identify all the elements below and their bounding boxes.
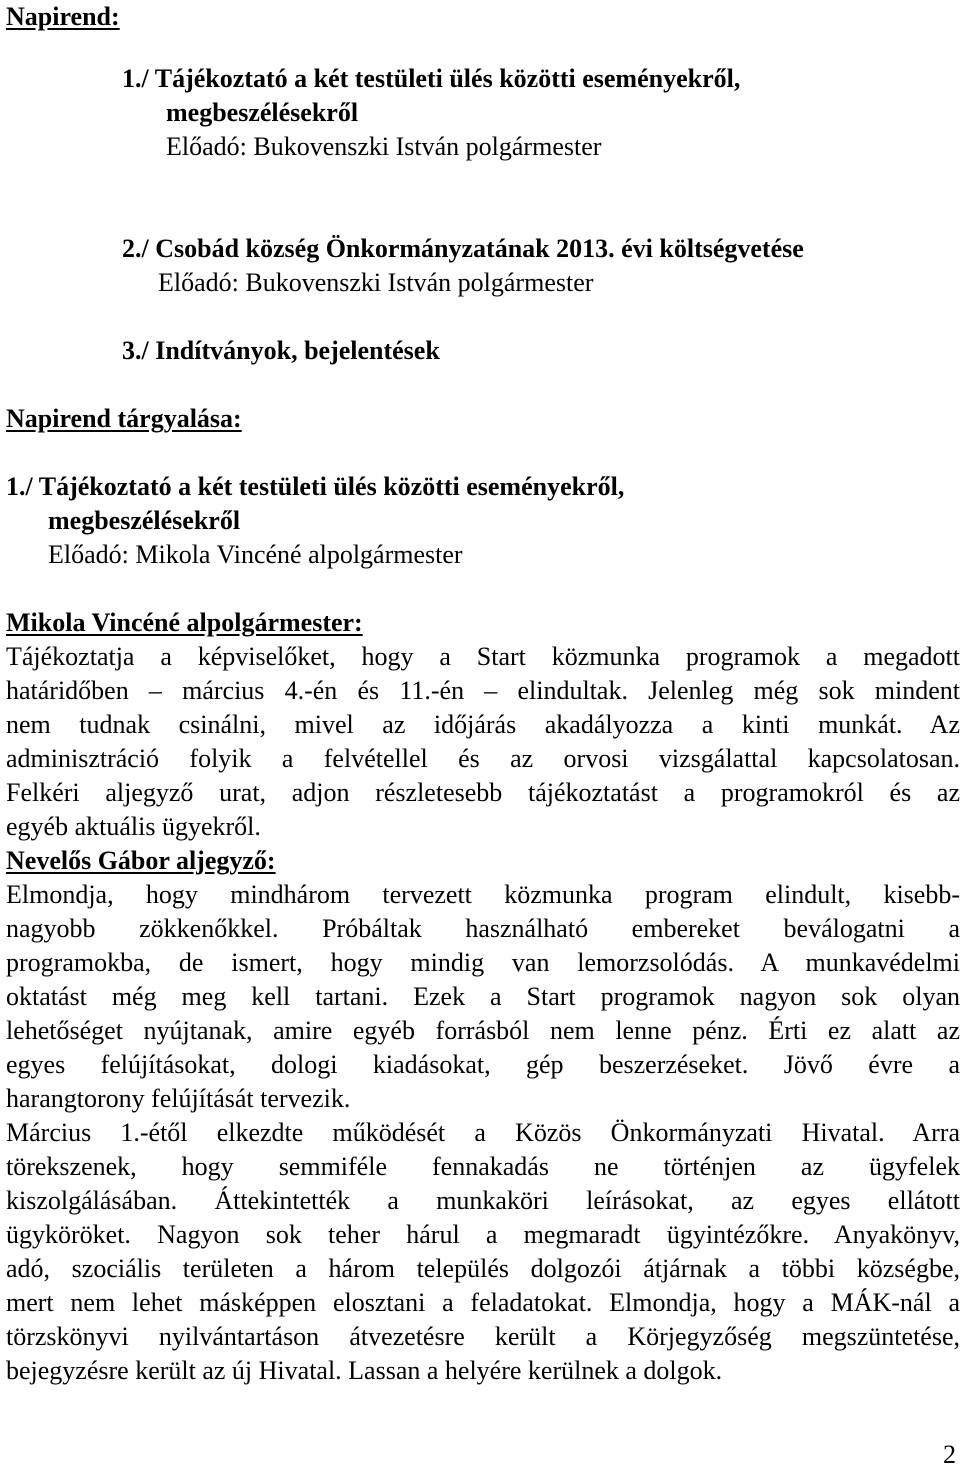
- speaker-name: Mikola Vincéné alpolgármester:: [6, 608, 363, 637]
- speech-line: programokba, de ismert, hogy mindig van lemorzsolódás. A munkavédelmi: [6, 948, 960, 977]
- speech-line: egyes felújításokat, dologi kiadásokat, gép beszerzéseket. Jövő évre a: [6, 1050, 960, 1079]
- speech-line: oktatást még meg kell tartani. Ezek a Start programok nagyon sok olyan: [6, 982, 960, 1011]
- speech-line: nagyobb zökkenőkkel. Próbáltak használható embereket beválogatni a: [6, 914, 960, 943]
- speech-line: ügyköröket. Nagyon sok teher hárul a megmaradt ügyintézőkre. Anyakönyv,: [6, 1220, 960, 1249]
- speech-line: törekszenek, hogy semmiféle fennakadás ne történjen az ügyfelek: [6, 1152, 960, 1181]
- speech-line: mert nem lehet másképpen elosztani a feladatokat. Elmondja, hogy a MÁK-nál a: [6, 1288, 960, 1317]
- speech-line: Elmondja, hogy mindhárom tervezett közmunka program elindult, kisebb-: [6, 880, 960, 909]
- speech-line: Március 1.-étől elkezdte működését a Közös Önkormányzati Hivatal. Arra: [6, 1118, 960, 1147]
- discussion-item-title-line: megbeszélésekről: [48, 506, 241, 535]
- discussion-heading: Napirend tárgyalása:: [6, 404, 242, 433]
- speech-line: bejegyzésre került az új Hivatal. Lassan a helyére kerülnek a dolgok.: [6, 1356, 723, 1385]
- speaker-name: Nevelős Gábor aljegyző:: [6, 846, 276, 875]
- speech-line: Tájékoztatja a képviselőket, hogy a Start közmunka programok a megadott: [6, 642, 960, 671]
- speech-line: harangtorony felújítását tervezik.: [6, 1084, 351, 1113]
- speech-line: adminisztráció folyik a felvétellel és az orvosi vizsgálattal kapcsolatosan.: [6, 744, 960, 773]
- agenda-item-title-line: 2./ Csobád község Önkormányzatának 2013. évi költségvetése: [122, 234, 804, 263]
- page-number: 2: [943, 1440, 956, 1469]
- speech-line: adó, szociális területen a három település dolgozói átjárnak a többi községbe,: [6, 1254, 960, 1283]
- agenda-item-title-line: megbeszélésekről: [166, 98, 359, 127]
- speech-line: egyéb aktuális ügyekről.: [6, 812, 261, 841]
- discussion-item-title-line: 1./ Tájékoztató a két testületi ülés közötti eseményekről,: [6, 472, 625, 501]
- speech-line: lehetőséget nyújtanak, amire egyéb forrásból nem lenne pénz. Érti ez alatt az: [6, 1016, 960, 1045]
- agenda-heading: Napirend:: [6, 2, 120, 31]
- agenda-item-title-line: 1./ Tájékoztató a két testületi ülés közötti eseményekről,: [122, 64, 741, 93]
- speech-line: Felkéri aljegyző urat, adjon részletesebb tájékoztatást a programokról és az: [6, 778, 960, 807]
- agenda-item-speaker: Előadó: Bukovenszki István polgármester: [158, 268, 594, 297]
- speech-line: kiszolgálásában. Áttekintették a munkaköri leírásokat, az egyes ellátott: [6, 1186, 960, 1215]
- speech-line: törzskönyvi nyilvántartáson átvezetésre került a Körjegyzőség megszüntetése,: [6, 1322, 960, 1351]
- speech-line: határidőben – március 4.-én és 11.-én – elindultak. Jelenleg még sok mindent: [6, 676, 960, 705]
- agenda-item-speaker: Előadó: Bukovenszki István polgármester: [166, 132, 602, 161]
- discussion-item-speaker: Előadó: Mikola Vincéné alpolgármester: [48, 540, 463, 569]
- speech-line: nem tudnak csinálni, mivel az időjárás akadályozza a kinti munkát. Az: [6, 710, 960, 739]
- agenda-item-title-line: 3./ Indítványok, bejelentések: [122, 336, 440, 365]
